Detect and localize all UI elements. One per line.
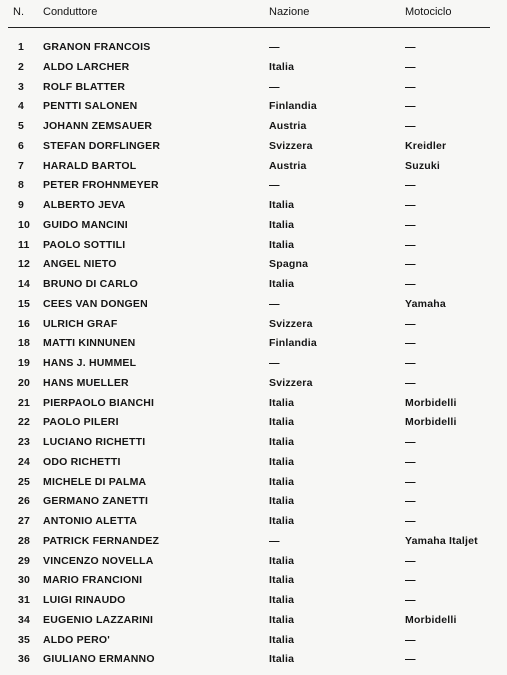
row-motorcycle: — — [405, 41, 416, 53]
row-number: 19 — [18, 357, 31, 369]
row-nation: Svizzera — [269, 376, 313, 389]
row-motorcycle: — — [405, 80, 416, 93]
row-motorcycle: — — [405, 633, 416, 646]
row-driver: ROLF BLATTER — [43, 80, 126, 93]
row-driver: GUIDO MANCINI — [43, 218, 128, 231]
row-number: 21 — [18, 396, 31, 409]
row-motorcycle: — — [405, 258, 416, 271]
row-nation: Italia — [269, 60, 295, 73]
table-row — [0, 58, 507, 78]
row-motorcycle: Yamaha — [405, 297, 446, 310]
row-motorcycle: — — [405, 238, 416, 251]
row-driver: HANS J. HUMMEL — [43, 357, 137, 369]
row-motorcycle: — — [405, 278, 416, 290]
row-nation: Finlandia — [269, 100, 317, 113]
row-driver: LUCIANO RICHETTI — [43, 436, 146, 448]
row-number: 22 — [18, 416, 31, 429]
table-row — [0, 611, 507, 631]
row-motorcycle: — — [405, 475, 416, 488]
table-row — [0, 532, 507, 552]
row-number: 1 — [18, 41, 25, 53]
row-driver: BRUNO DI CARLO — [43, 278, 138, 290]
row-nation: Italia — [269, 495, 295, 508]
row-nation: Italia — [269, 653, 295, 666]
row-driver: ODO RICHETTI — [43, 455, 121, 468]
row-driver: ANGEL NIETO — [43, 258, 117, 271]
row-number: 34 — [18, 613, 31, 626]
table-row — [0, 117, 507, 137]
header-motorcycle: Motociclo — [405, 6, 452, 18]
table-row — [0, 216, 507, 236]
table-row — [0, 78, 507, 98]
table-row — [0, 236, 507, 256]
table-row — [0, 433, 507, 453]
table-row — [0, 413, 507, 433]
row-motorcycle: Morbidelli — [405, 396, 457, 409]
row-driver: HANS MUELLER — [43, 376, 129, 389]
row-number: 24 — [18, 455, 31, 468]
row-driver: PAOLO PILERI — [43, 416, 119, 429]
table-row — [0, 394, 507, 414]
row-driver: VINCENZO NOVELLA — [43, 554, 154, 567]
row-number: 15 — [18, 297, 31, 310]
row-nation: — — [269, 297, 280, 310]
row-nation: Finlandia — [269, 337, 317, 350]
table-row — [0, 157, 507, 177]
row-motorcycle: Morbidelli — [405, 416, 457, 429]
row-nation: — — [269, 80, 280, 93]
row-nation: Italia — [269, 633, 295, 646]
row-nation: Italia — [269, 199, 295, 211]
table-row — [0, 97, 507, 117]
row-driver: MARIO FRANCIONI — [43, 574, 143, 587]
table-header — [0, 6, 507, 24]
row-driver: PIERPAOLO BIANCHI — [43, 396, 155, 409]
row-number: 27 — [18, 515, 31, 527]
row-nation: Austria — [269, 159, 307, 172]
row-motorcycle: — — [405, 495, 416, 508]
row-nation: Italia — [269, 396, 295, 409]
row-driver: EUGENIO LAZZARINI — [43, 613, 154, 626]
table-row — [0, 473, 507, 493]
entry-list — [0, 38, 507, 670]
row-nation: Italia — [269, 613, 295, 626]
row-nation: Austria — [269, 120, 307, 132]
row-driver: JOHANN ZEMSAUER — [43, 120, 153, 132]
row-number: 3 — [18, 80, 25, 93]
row-number: 26 — [18, 495, 31, 508]
table-row — [0, 176, 507, 196]
table-row — [0, 38, 507, 58]
row-driver: STEFAN DORFLINGER — [43, 139, 161, 152]
row-number: 35 — [18, 633, 31, 646]
row-motorcycle: — — [405, 574, 416, 587]
row-nation: — — [269, 179, 280, 192]
row-number: 6 — [18, 139, 25, 152]
row-number: 29 — [18, 554, 31, 567]
row-nation: Italia — [269, 554, 295, 567]
row-motorcycle: — — [405, 120, 416, 132]
table-row — [0, 552, 507, 572]
row-number: 12 — [18, 258, 31, 271]
row-nation: Svizzera — [269, 139, 313, 152]
row-nation: Italia — [269, 218, 295, 231]
row-driver: LUIGI RINAUDO — [43, 594, 126, 606]
row-number: 10 — [18, 218, 31, 231]
row-motorcycle: Kreidler — [405, 139, 447, 152]
row-motorcycle: — — [405, 60, 416, 73]
row-motorcycle: — — [405, 337, 416, 350]
row-number: 14 — [18, 278, 31, 290]
row-motorcycle: — — [405, 317, 416, 330]
row-driver: GRANON FRANCOIS — [43, 41, 151, 53]
row-motorcycle: — — [405, 554, 416, 567]
header-driver: Conduttore — [43, 6, 98, 18]
header-number: N. — [13, 6, 24, 18]
row-number: 23 — [18, 436, 31, 448]
table-row — [0, 512, 507, 532]
row-motorcycle: Suzuki — [405, 159, 441, 172]
row-driver: ULRICH GRAF — [43, 317, 118, 330]
row-motorcycle: — — [405, 199, 416, 211]
header-rule — [8, 27, 490, 28]
row-motorcycle: — — [405, 436, 416, 448]
row-nation: Svizzera — [269, 317, 313, 330]
row-driver: MATTI KINNUNEN — [43, 337, 136, 350]
table-row — [0, 315, 507, 335]
row-motorcycle: — — [405, 653, 416, 666]
row-motorcycle: — — [405, 357, 416, 369]
row-number: 18 — [18, 337, 31, 350]
row-nation: Italia — [269, 455, 295, 468]
row-motorcycle: Yamaha Italjet — [405, 534, 478, 547]
row-driver: GIULIANO ERMANNO — [43, 653, 155, 666]
table-row — [0, 255, 507, 275]
row-nation: Italia — [269, 238, 295, 251]
table-row — [0, 650, 507, 670]
row-number: 7 — [18, 159, 25, 172]
row-driver: HARALD BARTOL — [43, 159, 137, 172]
row-motorcycle: Morbidelli — [405, 613, 457, 626]
table-row — [0, 453, 507, 473]
row-motorcycle: — — [405, 218, 416, 231]
row-number: 2 — [18, 60, 25, 73]
row-nation: Spagna — [269, 258, 309, 271]
table-row — [0, 631, 507, 651]
row-number: 8 — [18, 179, 25, 192]
row-driver: GERMANO ZANETTI — [43, 495, 149, 508]
row-nation: Italia — [269, 515, 295, 527]
row-motorcycle: — — [405, 515, 416, 527]
row-nation: — — [269, 357, 280, 369]
table-row — [0, 334, 507, 354]
row-driver: PENTTI SALONEN — [43, 100, 138, 113]
row-nation: Italia — [269, 594, 295, 606]
table-row — [0, 275, 507, 295]
row-number: 11 — [18, 238, 30, 251]
row-number: 20 — [18, 376, 31, 389]
row-driver: PETER FROHNMEYER — [43, 179, 159, 192]
row-driver: ALBERTO JEVA — [43, 199, 126, 211]
row-driver: CEES VAN DONGEN — [43, 297, 148, 310]
row-driver: PAOLO SOTTILI — [43, 238, 126, 251]
table-row — [0, 571, 507, 591]
row-driver: PATRICK FERNANDEZ — [43, 534, 160, 547]
table-row — [0, 137, 507, 157]
row-motorcycle: — — [405, 455, 416, 468]
row-driver: MICHELE DI PALMA — [43, 475, 147, 488]
row-number: 5 — [18, 120, 25, 132]
row-motorcycle: — — [405, 179, 416, 192]
row-number: 31 — [18, 594, 31, 606]
table-row — [0, 374, 507, 394]
row-nation: — — [269, 534, 280, 547]
table-row — [0, 196, 507, 216]
row-nation: Italia — [269, 416, 295, 429]
row-motorcycle: — — [405, 100, 416, 113]
row-nation: Italia — [269, 436, 295, 448]
row-nation: Italia — [269, 475, 295, 488]
row-number: 9 — [18, 199, 25, 211]
row-nation: Italia — [269, 278, 295, 290]
row-number: 25 — [18, 475, 31, 488]
row-driver: ANTONIO ALETTA — [43, 515, 138, 527]
row-number: 36 — [18, 653, 31, 666]
row-nation: — — [269, 41, 280, 53]
row-number: 30 — [18, 574, 31, 587]
row-motorcycle: — — [405, 594, 416, 606]
table-row — [0, 295, 507, 315]
row-number: 16 — [18, 317, 31, 330]
row-motorcycle: — — [405, 376, 416, 389]
row-number: 4 — [18, 100, 25, 113]
row-driver: ALDO LARCHER — [43, 60, 130, 73]
table-row — [0, 492, 507, 512]
table-row — [0, 354, 507, 374]
row-driver: ALDO PERO' — [43, 633, 110, 646]
row-nation: Italia — [269, 574, 295, 587]
row-number: 28 — [18, 534, 31, 547]
table-row — [0, 591, 507, 611]
header-nation: Nazione — [269, 6, 310, 18]
